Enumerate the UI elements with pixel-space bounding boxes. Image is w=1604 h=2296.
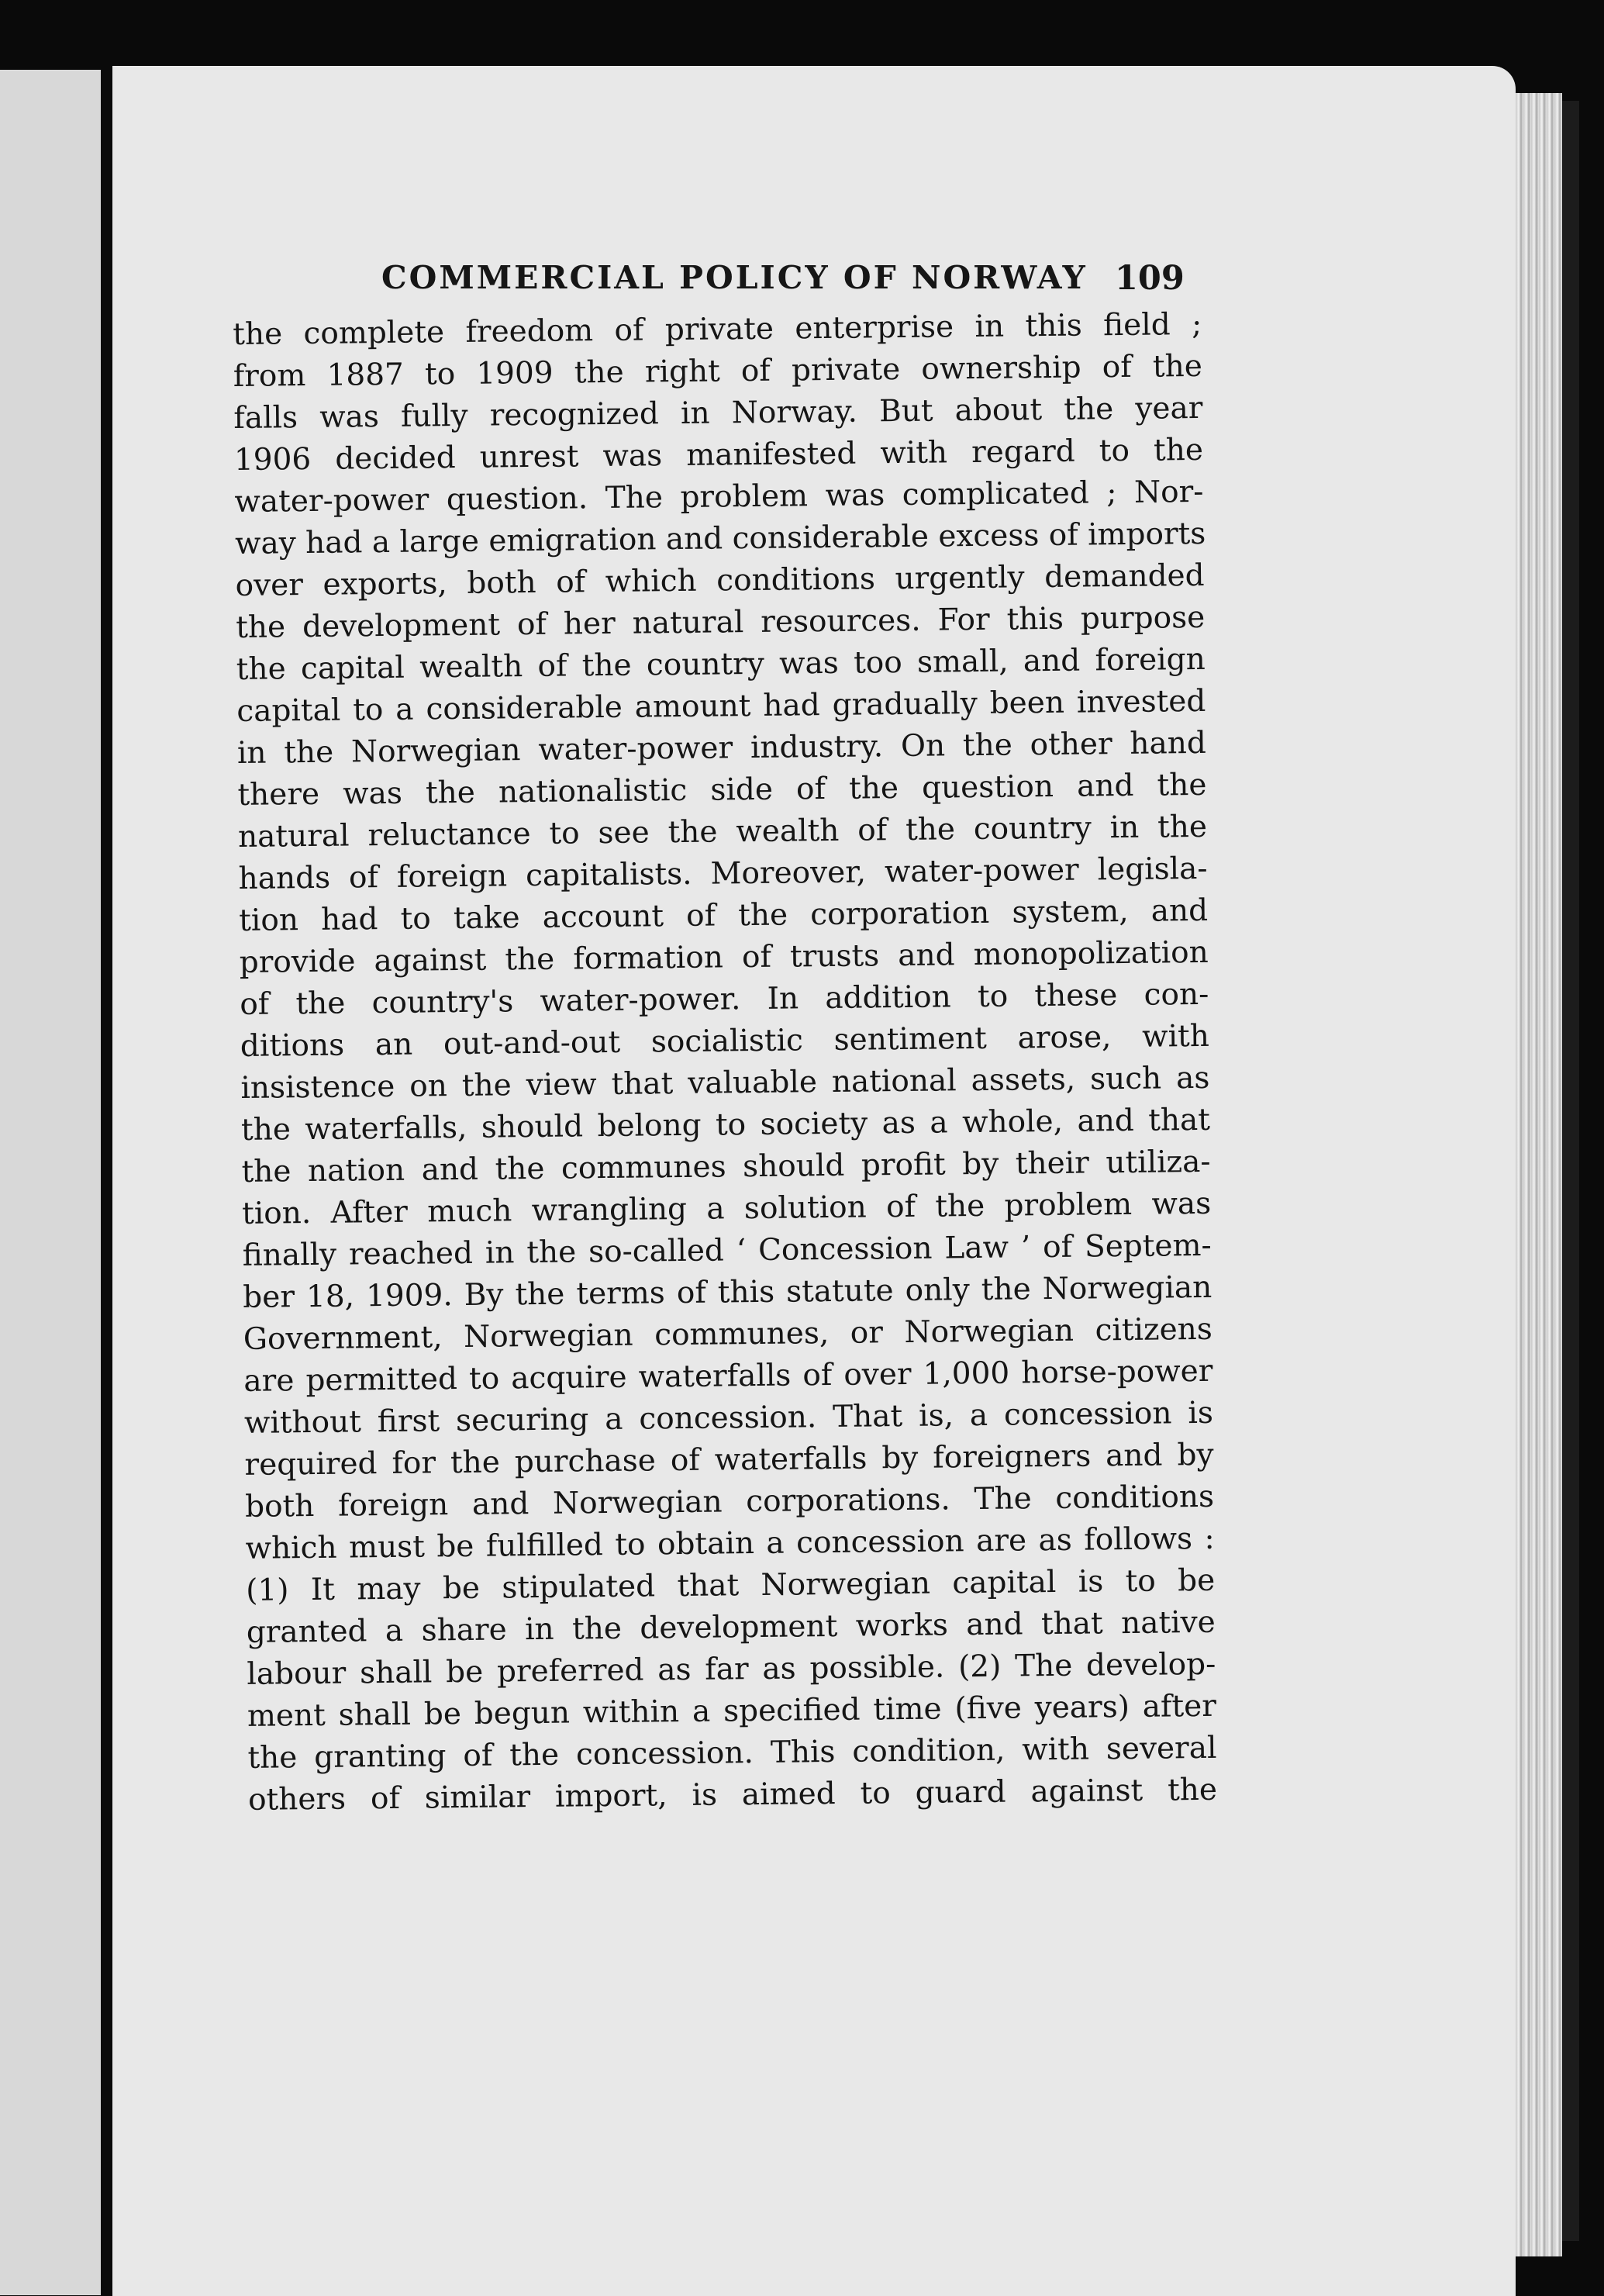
page-number: 109 [1115, 259, 1185, 298]
text-line: the granting of the concession. This condition, with several [247, 1730, 1217, 1776]
text-line: from 1887 to 1909 the right of private ownership of the [233, 348, 1203, 394]
text-line: 1906 decided unrest was manifested with regard to the [233, 432, 1204, 478]
text-line: Government, Norwegian communes, or Norwegian citizens [243, 1311, 1213, 1357]
book-cover-edge [1562, 101, 1579, 2241]
text-line: of the country's water-power. In addition to these con- [240, 976, 1209, 1022]
text-line: natural reluctance to see the wealth of the country in the [237, 809, 1208, 855]
text-line: others of similar import, is aimed to guard against the [247, 1772, 1218, 1818]
text-line: capital to a considerable amount had gradually been invested [236, 683, 1206, 729]
text-line: the complete freedom of private enterprise in this field ; [233, 306, 1202, 352]
text-line: (1) It may be stipulated that Norwegian capital is to be [246, 1562, 1216, 1608]
text-line: the capital wealth of the country was too small, and foreign [236, 641, 1206, 687]
text-line: granted a share in the development works and that native [246, 1604, 1216, 1650]
text-line: which must be fulfilled to obtain a concession are as follows : [245, 1521, 1215, 1566]
text-line: the nation and the communes should profit by their utiliza- [241, 1144, 1211, 1189]
text-line: tion. After much wrangling a solution of the problem was [241, 1186, 1212, 1231]
text-line: both foreign and Norwegian corporations. The conditions [244, 1479, 1215, 1524]
body-text [233, 304, 1217, 1821]
left-page-edge [0, 70, 101, 2295]
text-line: ditions an out-and-out socialistic sentiment arose, with [240, 1018, 1210, 1064]
text-line: ber 18, 1909. By the terms of this statute only the Norwegian [243, 1269, 1212, 1315]
text-line: in the Norwegian water-power industry. On the other hand [236, 725, 1207, 771]
text-line: finally reached in the so-called ‘ Concession Law ’ of Septem- [242, 1227, 1212, 1273]
text-line: the waterfalls, should belong to society as a whole, and that [240, 1102, 1211, 1148]
text-line: without first securing a concession. That is, a concession is [243, 1395, 1214, 1441]
text-line: water-power question. The problem was complicated ; Nor- [234, 474, 1204, 520]
text-line: ment shall be begun within a specified time (five years) after [247, 1688, 1217, 1734]
running-head: COMMERCIAL POLICY OF NORWAY [381, 259, 1088, 296]
text-line: provide against the formation of trusts and monopolization [239, 934, 1209, 980]
text-line: labour shall be preferred as far as possible. (2) The develop- [247, 1646, 1216, 1692]
text-line: way had a large emigration and considerable excess of imports [234, 516, 1206, 561]
text-line: are permitted to acquire waterfalls of over 1,000 horse-power [243, 1353, 1213, 1399]
text-line: falls was fully recognized in Norway. But about the year [233, 390, 1203, 436]
page-stack-edge [1516, 93, 1562, 2256]
text-line: tion had to take account of the corporation system, and [238, 893, 1209, 938]
text-line: hands of foreign capitalists. Moreover, water-power legisla- [238, 851, 1208, 896]
text-line: the development of her natural resources. For this purpose [236, 599, 1206, 645]
text-line: insistence on the view that valuable national assets, such as [240, 1060, 1210, 1106]
text-line: required for the purchase of waterfalls by foreigners and by [244, 1437, 1214, 1483]
text-line: there was the nationalistic side of the question and the [237, 767, 1207, 813]
text-line: over exports, both of which conditions urgently demanded [235, 558, 1205, 603]
